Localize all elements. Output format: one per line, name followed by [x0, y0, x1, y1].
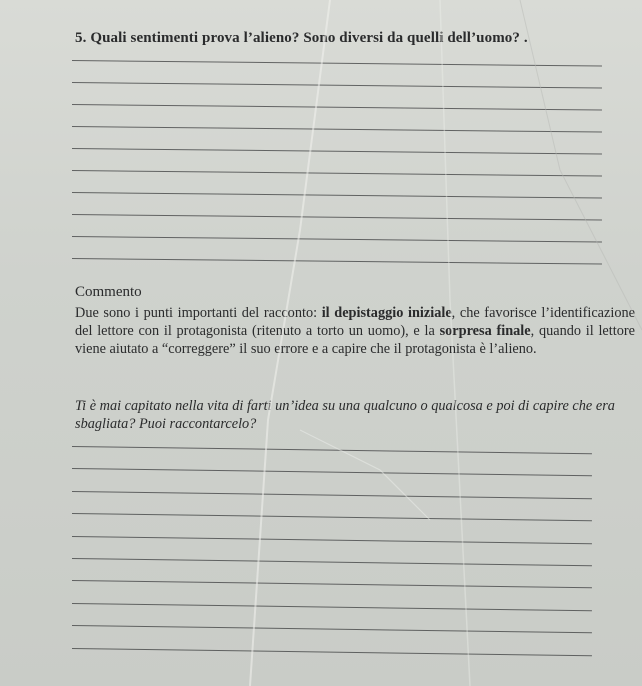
- answer-line[interactable]: [72, 82, 602, 89]
- question-text: Quali sentimenti prova l’alieno? Sono diversi da quelli dell’uomo? .: [90, 30, 528, 46]
- answer-line[interactable]: [72, 126, 602, 133]
- answer-line[interactable]: [72, 536, 592, 544]
- answer-line[interactable]: [72, 558, 592, 566]
- writing-prompt: Ti è mai capitato nella vita di farti un’idea su una qualcuno o qualcosa e poi di capire che era sbagliata? Puoi raccontarcelo?: [75, 398, 615, 432]
- answer-line[interactable]: [72, 513, 592, 521]
- answer-line[interactable]: [72, 468, 592, 476]
- answer-line[interactable]: [72, 192, 602, 199]
- commento-text-1: Due sono i punti importanti del racconto:: [75, 305, 322, 321]
- commento-bold-1: il depistaggio iniziale: [321, 305, 452, 321]
- answer-line[interactable]: [72, 491, 592, 499]
- answer-line[interactable]: [72, 170, 602, 177]
- commento-bold-2: sorpresa finale: [439, 323, 531, 339]
- answer-line[interactable]: [72, 580, 592, 588]
- answer-line[interactable]: [72, 648, 592, 656]
- question-number: 5.: [75, 30, 87, 46]
- answer-line[interactable]: [72, 236, 602, 243]
- answer-line[interactable]: [72, 60, 602, 67]
- answer-line[interactable]: [72, 104, 602, 111]
- answer-line[interactable]: [72, 148, 602, 155]
- commento-text-2: , che favorisce l’identificazione del lettore con il protagonista (ritenuto a torto un uomo), e la: [75, 305, 635, 339]
- answer-line[interactable]: [72, 258, 602, 265]
- answer-line[interactable]: [72, 625, 592, 633]
- answer-line[interactable]: [72, 446, 592, 454]
- commento-paragraph: [75, 304, 635, 358]
- question-5: [75, 30, 528, 47]
- commento-title: Commento: [75, 284, 142, 300]
- answer-line[interactable]: [72, 214, 602, 221]
- commento-text-3: , quando il lettore viene aiutato a “correggere” il suo errore e a capire che il protagonista è l’alieno.: [75, 323, 635, 357]
- answer-line[interactable]: [72, 603, 592, 611]
